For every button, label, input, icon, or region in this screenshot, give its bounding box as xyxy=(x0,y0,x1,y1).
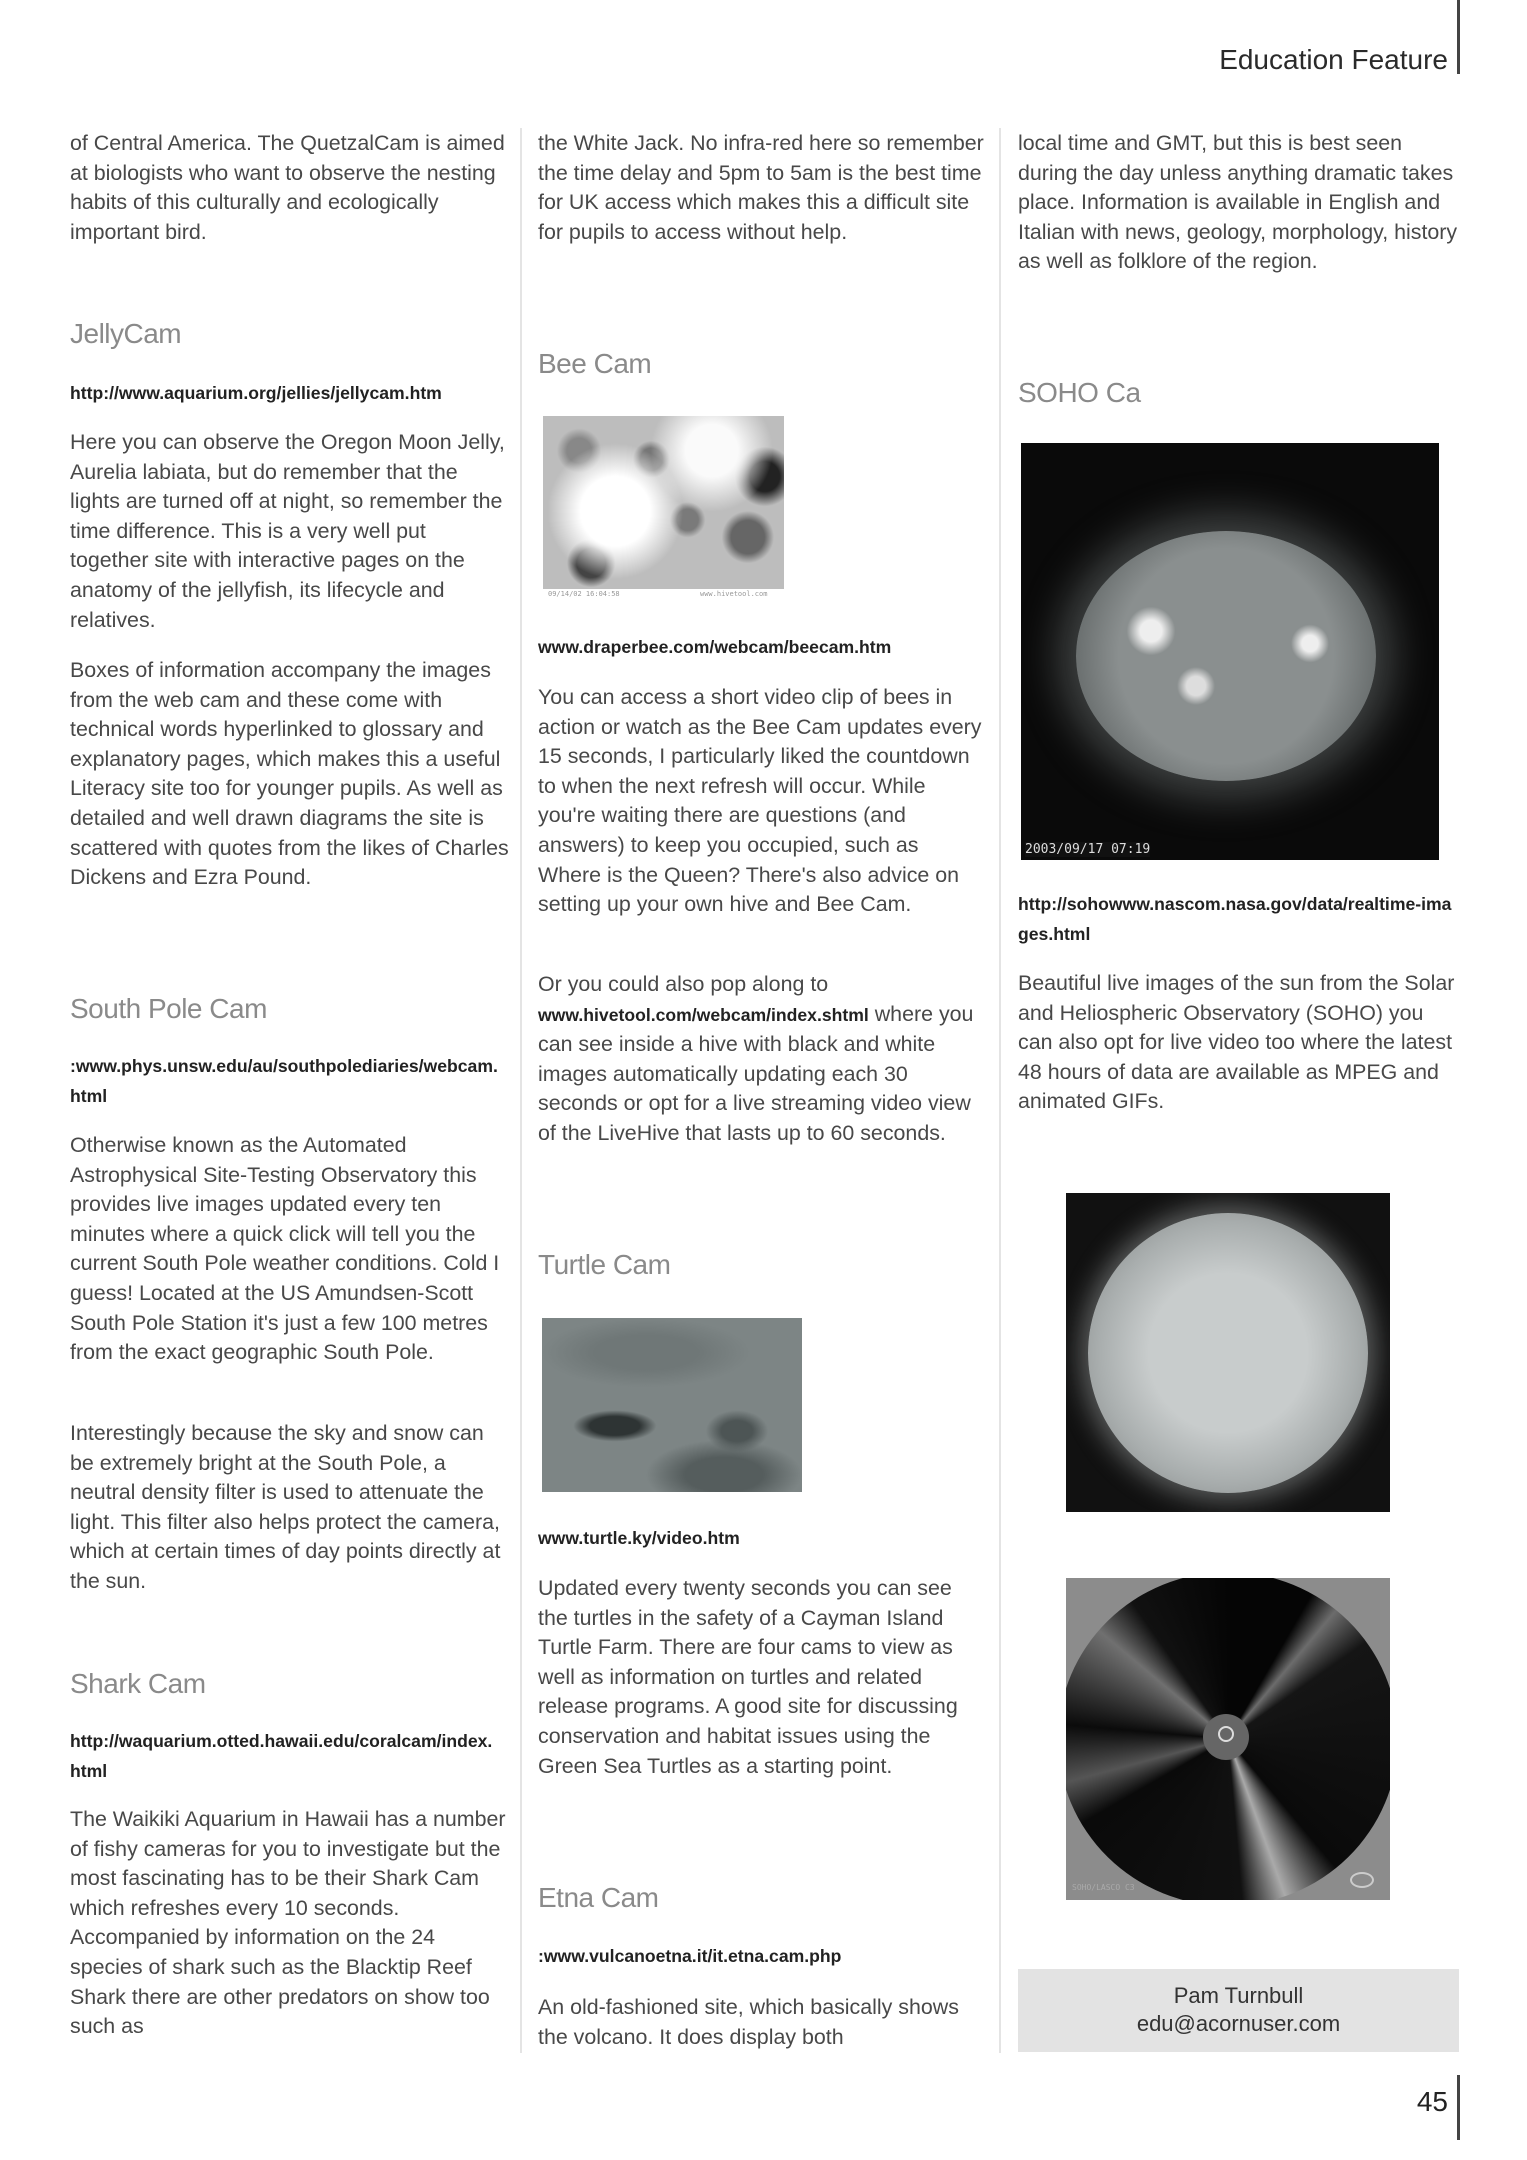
turtle-cam-image xyxy=(542,1318,802,1492)
column-divider xyxy=(999,128,1001,2053)
etnacam-url[interactable]: :www.vulcanoetna.it/it.etna.cam.php xyxy=(538,1946,842,1966)
soho-lasco-coronagraph-image xyxy=(1066,1578,1390,1900)
author-email[interactable]: edu@acornuser.com xyxy=(1136,2011,1341,2036)
southpole-url[interactable]: :www.phys.unsw.edu/au/southpolediaries/webcam.html xyxy=(70,1056,498,1106)
beecam-paragraph xyxy=(538,970,986,1149)
soho-heading: SOHO Ca xyxy=(1018,377,1141,408)
bee-image-credit: www.hivetool.com xyxy=(700,590,768,598)
occulter-disc xyxy=(1203,1714,1249,1760)
intro-paragraph: of Central America. The QuetzalCam is aimed at biologists who want to observe the nesting habits of this culturally and ecologically important bird. xyxy=(70,131,505,244)
beecam-url[interactable]: www.draperbee.com/webcam/beecam.htm xyxy=(538,637,892,657)
southpole-paragraph: Otherwise known as the Automated Astrophysical Site-Testing Observatory this provides live images updated every ten minutes where a quick click will tell you the current South Pole weather conditions. Cold I guess! Located at the US Amundsen-Scott South Pole Station it's just a few 100 metres from the exact geographic South Pole. xyxy=(70,1133,500,1365)
sharkcam-url[interactable]: http://waquarium.otted.hawaii.edu/coralcam/index.html xyxy=(70,1731,493,1781)
turtlecam-heading: Turtle Cam xyxy=(538,1249,671,1280)
turtlecam-paragraph: Updated every twenty seconds you can see the turtles in the safety of a Cayman Island Turtle Farm. There are four cams to view as well as information on turtles and related release programs. A good site for discussing conservation and habitat issues using the Green Sea Turtles as a starting point. xyxy=(538,1576,958,1778)
lasco-caption: SOHO/LASCO C3 xyxy=(1072,1883,1135,1892)
sun-disc xyxy=(1088,1213,1368,1493)
soho-logo-icon xyxy=(1350,1872,1374,1888)
soho-paragraph: Beautiful live images of the sun from the Solar and Heliospheric Observatory (SOHO) you can also opt for live video too where the latest 48 hours of data are available as MPEG and animated GIFs. xyxy=(1018,971,1455,1114)
section-header: Education Feature xyxy=(1219,44,1448,75)
sun-disc xyxy=(1076,531,1376,781)
bee-cam-image xyxy=(543,416,784,589)
southpole-heading: South Pole Cam xyxy=(70,993,267,1024)
etnacam-heading: Etna Cam xyxy=(538,1882,659,1913)
paragraph-text: Or you could also pop along to xyxy=(538,972,829,996)
southpole-paragraph: Interestingly because the sky and snow can be extremely bright at the South Pole, a neutral density filter is used to attenuate the light. This filter also helps protect the camera, which at certain times of day points directly at the sun. xyxy=(70,1421,501,1593)
soho-sun-image xyxy=(1021,443,1439,860)
soho-image-timestamp: 2003/09/17 07:19 xyxy=(1025,842,1151,857)
page-number: 45 xyxy=(1416,2086,1448,2117)
sharkcam-paragraph: The Waikiki Aquarium in Hawaii has a number of fishy cameras for you to investigate but the most fascinating has to be their Shark Cam which refreshes every 10 seconds. Accompanied by information on the 24 species of shark such as the Blacktip Reef Shark there are other predators on show too such as xyxy=(70,1807,506,2039)
header-rule xyxy=(1457,0,1460,74)
sun-position-icon xyxy=(1218,1726,1234,1742)
author-box xyxy=(1018,1969,1459,2052)
paragraph-text: where you can see inside a hive with black and white images automatically updating each 30 seconds or opt for a live streaming video view of the LiveHive that lasts up to 60 seconds. xyxy=(538,1001,974,1145)
author-name: Pam Turnbull xyxy=(1173,1983,1304,2008)
bee-image-timestamp: 09/14/02 16:04:58 xyxy=(548,590,620,598)
sharkcam-heading: Shark Cam xyxy=(70,1668,206,1699)
hivetool-url[interactable]: www.hivetool.com/webcam/index.shtml xyxy=(538,1004,869,1025)
column-divider xyxy=(520,128,522,2053)
etnacam-paragraph: An old-fashioned site, which basically shows the volcano. It does display both xyxy=(538,1995,959,2049)
soho-eit-sun-image xyxy=(1066,1193,1390,1512)
turtlecam-url[interactable]: www.turtle.ky/video.htm xyxy=(538,1528,740,1548)
intro-paragraph: local time and GMT, but this is best seen during the day unless anything dramatic takes place. Information is available in English and Italian with news, geology, morphology, history as well as folklore of the region. xyxy=(1018,131,1458,274)
jellycam-paragraph: Here you can observe the Oregon Moon Jelly, Aurelia labiata, but do remember that the lights are turned off at night, so remember the time difference. This is a very well put together site with interactive pages on the anatomy of the jellyfish, its lifecycle and relatives. xyxy=(70,430,505,632)
beecam-heading: Bee Cam xyxy=(538,348,652,379)
intro-paragraph: the White Jack. No infra-red here so remember the time delay and 5pm to 5am is the best time for UK access which makes this a difficult site for pupils to access without help. xyxy=(538,131,984,244)
footer-rule xyxy=(1457,2075,1460,2140)
jellycam-heading: JellyCam xyxy=(70,318,182,349)
beecam-paragraph: You can access a short video clip of bees in action or watch as the Bee Cam updates every 15 seconds, I particularly liked the countdown to when the next refresh will occur. While you're waiting there are questions (and answers) to keep you occupied, such as Where is the Queen? There's also advice on setting up your own hive and Bee Cam. xyxy=(538,685,982,917)
jellycam-paragraph: Boxes of information accompany the images from the web cam and these come with technical words hyperlinked to glossary and explanatory pages, which makes this a useful Literacy site too for younger pupils. As well as detailed and well drawn diagrams the site is scattered with quotes from the likes of Charles Dickens and Ezra Pound. xyxy=(70,658,509,890)
soho-url[interactable]: http://sohowww.nascom.nasa.gov/data/realtime-images.html xyxy=(1018,894,1452,944)
jellycam-url[interactable]: http://www.aquarium.org/jellies/jellycam.htm xyxy=(70,383,442,403)
